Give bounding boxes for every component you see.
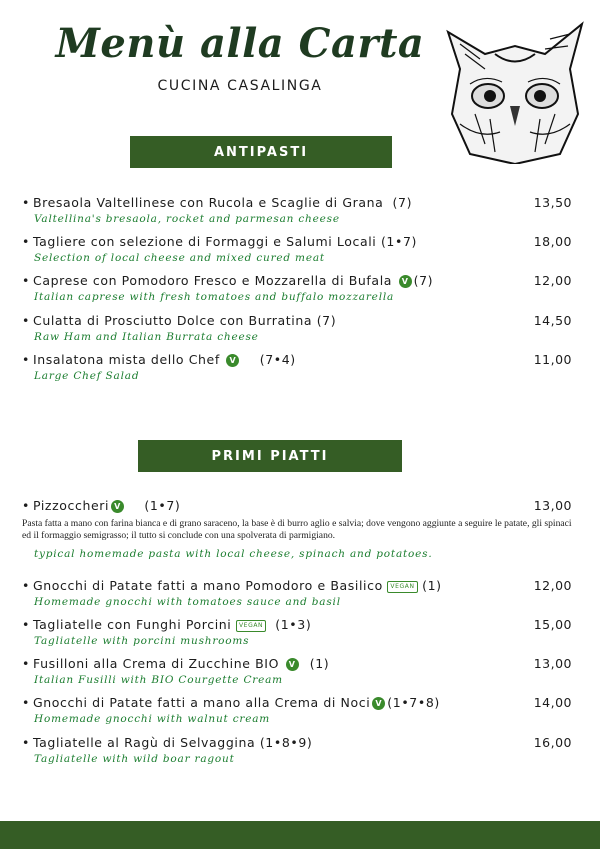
item-price: 12,00 bbox=[533, 578, 572, 593]
item-english: Raw Ham and Italian Burrata cheese bbox=[34, 331, 259, 343]
owl-illustration-icon bbox=[440, 14, 590, 164]
vegan-tag-icon: VEGAN bbox=[387, 581, 417, 593]
item-name: • Gnocchi di Patate fatti a mano alla Crema di Noci V (1•7•8) bbox=[22, 695, 440, 710]
item-description: Pasta fatta a mano con farina bianca e di grano saraceno, la base è di burro aglio e salvia; dove vengono aggiunte a seguire le patate, gli spinaci ed il formaggio semigrasso; il tutto si conclude con una spolverata di parmigiano. bbox=[22, 518, 572, 541]
menu-item bbox=[22, 695, 577, 725]
item-price: 16,00 bbox=[533, 735, 572, 750]
item-price: 13,00 bbox=[533, 656, 572, 671]
item-name: • Fusilloni alla Crema di Zucchine BIO V (1) bbox=[22, 656, 330, 671]
menu-item bbox=[22, 234, 577, 264]
menu-item bbox=[22, 352, 577, 382]
item-english: typical homemade pasta with local cheese, spinach and potatoes. bbox=[34, 548, 433, 560]
item-name: • Tagliatelle al Ragù di Selvaggina (1•8•9) bbox=[22, 735, 313, 750]
item-name: • Pizzoccheri V (1•7) bbox=[22, 498, 181, 513]
item-name: • Tagliere con selezione di Formaggi e Salumi Locali (1•7) bbox=[22, 234, 417, 249]
vegetarian-icon: V bbox=[111, 500, 124, 513]
section-banner-antipasti: ANTIPASTI bbox=[130, 136, 392, 168]
menu-item bbox=[22, 735, 577, 765]
vegetarian-icon: V bbox=[399, 275, 412, 288]
menu-item bbox=[22, 617, 577, 647]
item-english: Italian Fusilli with BIO Courgette Cream bbox=[34, 674, 283, 686]
item-english: Selection of local cheese and mixed cured meat bbox=[34, 252, 325, 264]
menu-item bbox=[22, 195, 577, 225]
item-price: 14,00 bbox=[533, 695, 572, 710]
item-price: 15,00 bbox=[533, 617, 572, 632]
menu-item bbox=[22, 313, 577, 343]
item-name: • Bresaola Valtellinese con Rucola e Scaglie di Grana (7) bbox=[22, 195, 413, 210]
item-english: Homemade gnocchi with tomatoes sauce and basil bbox=[34, 596, 341, 608]
item-name: • Tagliatelle con Funghi Porcini VEGAN (1•3) bbox=[22, 617, 312, 632]
item-english: Tagliatelle with wild boar ragout bbox=[34, 753, 235, 765]
item-price: 13,00 bbox=[533, 498, 572, 513]
item-name: • Gnocchi di Patate fatti a mano Pomodoro e Basilico VEGAN (1) bbox=[22, 578, 442, 593]
item-name: • Insalatona mista dello Chef V (7•4) bbox=[22, 352, 296, 367]
vegetarian-icon: V bbox=[372, 697, 385, 710]
item-price: 12,00 bbox=[533, 273, 572, 288]
vegetarian-icon: V bbox=[226, 354, 239, 367]
menu-title: Menù alla Carta bbox=[55, 20, 425, 67]
item-english: Valtellina's bresaola, rocket and parmesan cheese bbox=[34, 213, 340, 225]
item-price: 18,00 bbox=[533, 234, 572, 249]
vegan-tag-icon: VEGAN bbox=[236, 620, 266, 632]
item-english: Italian caprese with fresh tomatoes and buffalo mozzarella bbox=[34, 291, 395, 303]
item-price: 11,00 bbox=[533, 352, 572, 367]
menu-subtitle: CUCINA CASALINGA bbox=[157, 78, 323, 94]
item-name: • Caprese con Pomodoro Fresco e Mozzarella di Bufala V (7) bbox=[22, 273, 434, 288]
menu-item bbox=[22, 656, 577, 686]
footer-bar bbox=[0, 821, 600, 849]
menu-item bbox=[22, 498, 577, 560]
vegetarian-icon: V bbox=[286, 658, 299, 671]
section-banner-primi-piatti: PRIMI PIATTI bbox=[138, 440, 402, 472]
item-english: Large Chef Salad bbox=[34, 370, 140, 382]
item-price: 13,50 bbox=[533, 195, 572, 210]
menu-item bbox=[22, 578, 577, 608]
item-english: Tagliatelle with porcini mushrooms bbox=[34, 635, 250, 647]
item-english: Homemade gnocchi with walnut cream bbox=[34, 713, 271, 725]
menu-item bbox=[22, 273, 577, 303]
item-price: 14,50 bbox=[533, 313, 572, 328]
item-name: • Culatta di Prosciutto Dolce con Burratina (7) bbox=[22, 313, 337, 328]
